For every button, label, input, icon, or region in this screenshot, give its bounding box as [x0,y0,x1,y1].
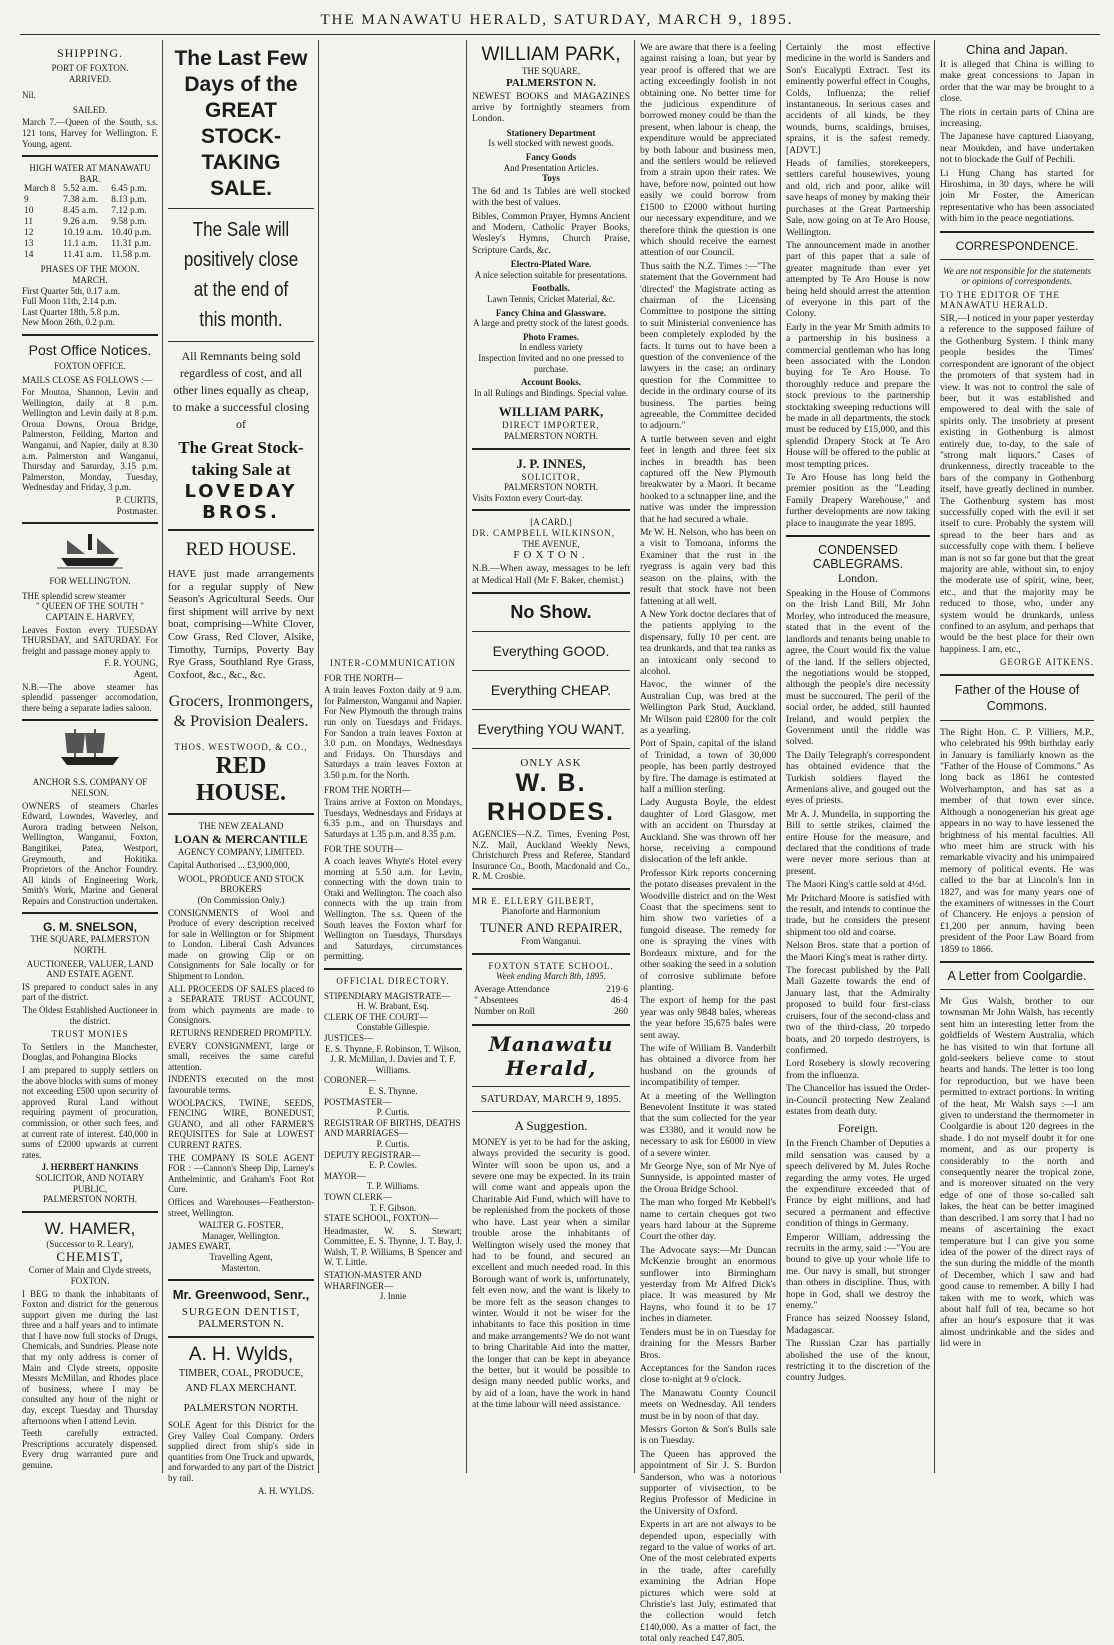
column-rule [466,40,467,1473]
innes-role: SOLICITOR, [521,471,581,482]
innes-text: Visits Foxton every Court-day. [472,492,583,503]
loveday-bros: LOVEDAY BROS. [184,481,298,523]
snelson-role: AUCTIONEER, VALUER, LAND AND ESTATE AGENT. [26,958,154,980]
hamer-heading: W. HAMER, [44,1218,136,1238]
news-paragraph: Lady Augusta Boyle, the eldest daughter of Lord Glasgow, met with an accident on Thursday at Auckland. She was thrown off her horse, receiving a compound dislocation of the left ankle. [640,797,776,866]
herald-title: Manawatu Herald, [488,1031,614,1080]
park-heading: WILLIAM PARK, [481,44,621,65]
steamer-text: Leaves Foxton every TUESDAY THURSDAY, and SATURDAY. For freight and passage money apply to [22,624,158,656]
news-paragraph: The Queen has approved the appointment of Sir J. S. Burdon Sanderson, who was a notorious supporter of vivisection, to be Regius Professor of Medicine in the University of Oxford. [640,1448,776,1517]
news-paragraph: Experts in art are not always to be depended upon, especially with regard to the value of works of art. One of the most celebrated experts in the trade, after carefully examining the Adrian Hope pictures which were sold at Christie's last July, estimated that the collection would fetch £140,000. As a matter of fact, the total only reached £47,805. [640,1519,776,1645]
surgeon-place: PALMERSTON N. [198,1318,284,1331]
news-paragraph: Professor Kirk reports concerning the potato diseases prevalent in the Woodville district and on the West Coast that the specimens sent to him show two varieties of a fungoid disease. The remedy for one is spraying the vines with Bordeaux mixture, and for the other soaking the seed in a solution of corrosive sublimate before planting. [640,867,776,993]
column-rule [634,40,635,1473]
news-paragraph: Acceptances for the Sandon races close to-night at 9 o'clock. [640,1362,776,1386]
westwood-name: THOS. WESTWOOD, & CO., [174,742,308,753]
everything-cheap: Everything CHEAP. [490,681,612,698]
card-label: [A CARD.] [530,517,572,528]
news-paragraph: We are aware that there is a feeling against raising a loan, but year by year proof is offered that we are acting exceedingly foolish in not obtaining one. No better time for the judicious expenditure of borrowed money could be than the present, when labour is cheap, the expenditure would be appreciated by both labour and business men, and the settlers would be relieved from a strain upon their rates. We have, before now, pointed out how easily we could borrow from £1500 to £2000 without hurting our necessary expenditure, and we therefore think the question is one which should receive the earnest attention of our Council. [640,42,776,259]
anchor-text: OWNERS of steamers Charles Edward, Lowndes, Waverley, and Aurora trading between Nelson, Wellington, Wanganui, Foxton, Bangitikei, Patea, Westport, Greymouth, and Hokitika. Proprietors of the Anchor Foundry. All kinds of Engineering Work, Smith's Work, Marine and General Repairs and Construction undertaken. [22,800,158,906]
news-paragraph: Heads of families, storekeepers, settlers careful housewives, young and old, rich and poor, alike will save heaps of money by making their purchases at the Great Partnership Sale, now going on at Te Aro House, Wellington. [786,158,930,238]
wilkinson-name: DR. CAMPBELL WILKINSON, [472,527,616,538]
directory-holder: T. F. Gibson. [369,1202,417,1213]
table-row: Average Attendance 219·6 [474,984,628,995]
snelson-address: THE SQUARE, PALMERSTON NORTH. [30,934,150,956]
foxton-office: FOXTON OFFICE. [54,360,126,371]
directory-holder: P. Curtis. [376,1138,410,1149]
news-paragraph: The Chancellor has issued the Order-in-Council protecting New Zealand estates from death duty. [786,1083,930,1117]
sale-heading: The Last Few Days of the GREAT STOCK-TAKING SALE. [174,47,308,200]
everything-good: Everything GOOD. [492,642,610,659]
wellington-heading: FOR WELLINGTON. [49,576,131,587]
news-paragraph: The man who forged Mr Kebbell's name to certain cheques got two years hard labour at the Supreme Court the other day. [640,1197,776,1243]
anchor-heading: ANCHOR S.S. COMPANY OF NELSON. [32,777,148,798]
steamer-name: " QUEEN OF THE SOUTH " [36,601,144,612]
steamer-intro: THE splendid screw steamer [22,590,126,601]
news-paragraph: Mr George Nye, son of Mr Nye of Sunnyside, is appointed master of the Oroua Bridge School. [640,1161,776,1195]
directory-role: JUSTICES— [324,1033,374,1043]
table-row: 9 7.38 a.m. 8.13 p.m. [24,195,147,206]
sailing-ship-icon [55,727,125,773]
column-advertisements [168,40,314,1496]
postmaster-name: P. CURTIS, [115,495,158,506]
directory-holder: E. S. Thynne. [368,1085,418,1096]
south-text: A coach leaves Whyte's Hotel every morning at 5.50 a.m. for Levin, connecting with the down train to Otaki and Wellington. The coach also connects with the up train from Wellington. The s.s. Queen of the South leaves the Foxton wharf for Wellington on Tuesdays, Thursdays and Saturdays, circumstances permitting. [324,856,462,962]
agencies-text: AGENCIES—N.Z. Times, Evening Post, N.Z. Mail, Auckland Weekly News, Christchurch Press and Referee, Standard Insurance Co., Booth, Macdonald and Co., R. M. Crosbie. [472,828,630,882]
gilbert-name: MR E. ELLERY GILBERT, [472,895,595,906]
steamer-icon [55,530,125,572]
directory-role: CORONER— [324,1075,377,1086]
moon-line: New Moon 26th, 0.2 p.m. [22,317,115,328]
column-cablegrams [786,40,930,1475]
school-heading: FOXTON STATE SCHOOL. [488,960,614,971]
hankins-place: PALMERSTON NORTH. [43,1194,137,1205]
directory-role: MAYOR— [324,1170,366,1181]
shipping-heading: SHIPPING. [56,46,123,60]
footballs-text: Lawn Tennis, Cricket Material, &c. [487,294,615,304]
table-row: 11 9.26 a.m. 9.58 p.m. [24,217,147,228]
directory-holder: H. W. Brabant, Esq. [357,1001,429,1012]
hamer-footer: Teeth carefully extracted. Prescriptions accurately dispensed. Every drug warranted pure and genuine. [22,1428,158,1470]
news-paragraph: Messrs Gorton & Son's Bulls sale is on Tuesday. [640,1423,776,1447]
stationery-heading: Stationery Department [506,127,596,138]
news-paragraph: The announcement made in another part of this paper that a sale of greater magnitude than ever yet attempted by Te Aro House is now being held should arrest the attention of everyone in this part of the Colony. [786,239,930,320]
offices-text: Offices and Warehouses—Featherston-street, Wellington. [168,1196,314,1218]
directory-holder: P. Curtis. [376,1107,410,1118]
news-paragraph: Certainly the most effective medicine in the world is Sanders and Son's Eucalypti Extract. Test its eminently powerful effect in Coughs, Colds, Influenza; the relief instantaneous. In serious cases and accidents of all kinds, be they wounds, burns, scaldings, bruises, sprains, it is the safest remedy. [ADVT.] [786,42,930,156]
moon-month: MARCH. [72,274,108,285]
column-directory [324,46,462,1475]
school-week: Week ending March 8th, 1895. [496,971,606,982]
news-paragraph: The export of hemp for the past year was only 9848 bales, whereas the year before 35,675 bales were sent away. [640,995,776,1041]
china-japan-heading: China and Japan. [966,42,1068,57]
loan-head: THE NEW ZEALAND [198,820,284,831]
moon-line: Last Quarter 18th, 5.8 p.m. [22,306,120,317]
moon-heading: PHASES OF THE MOON. [40,264,140,275]
loan-text: CONSIGNMENTS of Wool and Produce of every description received for sale in Wellington or for Shipment to London. Liberal Cash Advances made on growing Clip or on Consignments for Sale locally or for Shipment to London. [168,907,314,982]
north-label: FOR THE NORTH— [324,672,403,683]
grocers-heading: Grocers, Ironmongers, & Provision Dealers. [168,693,314,731]
news-paragraph: Lord Rosebery is slowly recovering from the influenza. [786,1058,930,1081]
agent-name: F. R. YOUNG, [104,658,158,669]
mails-heading: MAILS CLOSE AS FOLLOWS :— [22,374,153,385]
cablegrams-heading: CONDENSED CABLEGRAMS. [812,543,904,572]
woolpacks-text: WOOLPACKS, TWINE, SEEDS, FENCING WIRE, BONEDUST, GUANO, and all other FARMER'S REQUISITES for Sale at LOWEST CURRENT RATES. [168,1097,314,1150]
arrived-label: ARRIVED. [68,73,112,84]
foster-name: WALTER G. FOSTER, [198,1220,284,1231]
table-row: 14 11.41 a.m. 11.58 p.m. [24,250,152,261]
news-paragraph: The Maori King's cattle sold at 4½d. [786,879,927,891]
foster-role: Manager, Wellington. [202,1230,280,1241]
father-text: The Right Hon. C. P. Villiers, M.P., who celebrated his 99th birthday early in January is familiarly known as the "Father of the House of Commons." As long back as 1861 he contested Wolverhampton, and has sat as a member of that town ever since. Although a nonogenerian his great age appears in no way to have lessened the brightness of his mental faculties. All who meet him are struck with his remarkable vivacity and his unimpaired memory of political events. He was called to the bar at Lincoln's Inn in 1827, and was for many years one of the examiners of witnesses in the Court of Chancery. He enjoys a pension of £1,200 per annum, having been president of the Poor Law Board from 1859 to 1866. [940,726,1094,955]
every-text: EVERY CONSIGNMENT, large or small, receives the same careful attention. [168,1040,314,1072]
park-sub: THE SQUARE, [522,66,580,76]
wylds-text: SOLE Agent for this District for the Grey Valley Coal Company. Orders supplied direct from ship's side in quantities from One Truck and upwards, and forwarded to any part of the District by rail. [168,1420,314,1484]
correspondence-heading: CORRESPONDENCE. [955,238,1079,253]
directory-role: CLERK OF THE COURT— [324,1011,429,1022]
father-heading: Father of the House of Commons. [954,682,1080,713]
hamer-role: CHEMIST, [56,1249,124,1265]
coolgardie-text: Mr Gus Walsh, brother to our townsman Mr John Walsh, has recently sent him an interesting letter from the goldfields of Western Australia, which he has visited to win that fortune all gold-seekers believe come to stout hearts and hands. The letter is too long for reproduction, but we have been permitted to extract portions. In writing of the heat, Mr Walsh says :—I am given to understand the thermometer in Coolgardie is about 120 degrees in the shade. I do not myself doubt it for one moment, and as our property is considerably to the north and consequently nearer the tropical zone, and is moreover situated on the very edge of one of those so-called salt lakes, the heat can be better imagined than described. I am sorry that I had no means of ascertaining the exact temperature but I can give you some idea of the power of the direct rays of the sun during the middle of the month of December, which I saw and had good cause to remember. A billy I had taken with me to work, which was about half full of tea, became so hot after an hour's exposure that it was almost undrinkable and the sides and lid were in [940,995,1094,1350]
innes-place: PALMERSTON NORTH. [504,482,598,493]
news-paragraph: Havoc, the winner of the Australian Cup, was bred at the Wellington Park Stud, Auckland. Mr Wilson paid £2800 for the colt as a yearling. [640,679,776,736]
coolgardie-heading: A Letter from Coolgardie. [947,968,1087,983]
capital-line: Capital Authorised ... £3,900,000, [168,860,290,871]
toys-heading: Toys [542,173,560,184]
everything-want: Everything YOU WANT. [477,720,625,737]
mails-text: For Moutoa, Shannon, Levin and Wellington, daily at 8 p.m. Wellington and Levin daily at 8 p.m. Oroua Downs, Oroua Bridge, Palmerston, Feilding, Marton and Wanganui, and Napier, daily at 8.30 a.m. Palmerston and Wanganui, Thursday and Saturday, 3.15 p.m. Palmerston, Monday, Tuesday, Wednesday and Friday, 3 p.m. [22,387,158,493]
news-paragraph: France has seized Noossey Island, Madagascar. [786,1313,930,1336]
electro-text: A nice selection suitable for presentations. [474,269,628,280]
south-label: FOR THE SOUTH— [324,843,403,854]
news-paragraph: In the French Chamber of Deputies a mild sensation was caused by a speech delivered by M. Jules Roche regarding the army votes. He urged the expenditure exceeded that of France by eight millions, and had secured a permanent and effective condition of things in Germany. [786,1138,930,1230]
agent-title: Agent, [133,668,158,679]
no-show-heading: No Show. [510,601,592,622]
ewart-place: Masterton. [221,1262,261,1273]
sale-big: The Great Stock-taking Sale at [178,438,304,479]
table-row: " Absentees 46·4 [474,995,628,1006]
ewart-name: JAMES EWART, [168,1241,231,1252]
news-paragraph: Emperor William, addressing the recruits in the army, said :—"You are bound to give up your whole life to me. Our navy is small, but stronger than others in discipline. Thus, with hope in God, shall we destroy the enemy." [786,1231,930,1312]
fancy-heading: Fancy Goods [525,152,577,162]
wylds-signature: A. H. WYLDS. [257,1485,314,1496]
surgeon-title: SURGEON DENTIST, [181,1306,301,1319]
wilkinson-place: FOXTON. [513,549,589,562]
red-house-heading: RED HOUSE. [185,539,297,560]
bibles-text: Bibles, Common Prayer, Hymns Ancient and Modern, Catholic Prayer Books, Wesley's Hymns, Church Praise, Scripture Cards, &c. [472,210,630,256]
tide-table [22,184,158,261]
trust-text: To Settlers in the Manchester, Douglas, and Pohangina Blocks [22,1041,158,1063]
park-text: NEWEST BOOKS and MAGAZINES arrive by fortnightly steamers from London. [472,90,630,125]
directory-holder: E. P. Cowles. [369,1160,417,1171]
sailed-text: March 7.—Queen of the South, s.s. 121 tons, Harvey for Wellington. F. Young, agent. [22,117,158,149]
column-rule [318,40,319,1473]
hamer-text: I BEG to thank the inhabitants of Foxton and district for the generous support given me during the last three and a half years and to intimate that I have now full stocks of Drugs, Chemicals, and Sundries. Please note that my only address is corner of Main and Clyde streets, opposite Messrs McMillan, and Rhodes place of business, where I may be consulted any hour of the night or day, except Tuesday and Thursday afternoons when I attend Levin. [22,1288,158,1426]
news-paragraph: The Russian Czar has partially abolished the use of the knout, restricting it to the discretion of the country Judges. [786,1338,930,1384]
directory-role: TOWN CLERK— [324,1191,392,1202]
column-shipping [22,40,158,1475]
directory-holder: Headmaster, W. S. Stewart; Committee, E. S. Thynne, J. T. Bay, J. Walsh, T. P. Williams, B Spencer and W. T. Little. [324,1225,462,1268]
news-paragraph: A turtle between seven and eight feet in length and three feet six inches in breadth has been captured off the New Plymouth breakwater by a Maori. It became hooked to a schnapper line, and the native was under the impression that he had secured a whale. [640,433,776,525]
table-row: 13 11.1 a.m. 11.31 p.m. [24,239,152,250]
news-paragraph: The Daily Telegraph's correspondent has obtained evidence that the Turkish soldiers flayed the Armenians alive, and gouged out the eyes of priests. [786,749,930,807]
account-heading: Account Books. [520,377,581,388]
red-house-text: HAVE just made arrangements for a regular supply of New Season's Agricultural Seeds. Our first shipment will arrive by next boat, comprising—White Clover, Cow Grass, Red Clover, Alsike, Timothy, Turnips, Poverty Bay Rye Grass, Southland Rye Grass, Coxfoot, &c., &c., &c. [168,569,314,681]
footballs-heading: Footballs. [532,283,570,294]
high-water-heading: HIGH WATER AT MANAWATU BAR. [29,163,151,184]
news-paragraph: Early in the year Mr Smith admits to a partnership in his business a commercial gentleman who has long been associated with the London buying for Te Aro House. To thoroughly reduce and prepare the stock previous to the partnership stocktaking sweeping reductions will be made in all departments, the stock must be reduced by £15,000, and this splendid Drapery Stock at Te Aro House will be offered to the public at most tempting prices. [786,321,930,470]
news-paragraph: Speaking in the House of Commons on the Irish Land Bill, Mr John Morley, who introduced the measure, stated that in the event of the landlords and tenants being unable to agree, the Court would fix the value of the land. If the sellers objected, the negotiations would be stopped, although the people's dire necessity must be succoured. The peril of the social order, he added, still haunted Ireland, and would perplex the Government until the riddle was solved. [786,588,930,748]
account-text: In all Rulings and Bindings. Special value. [474,387,628,398]
from-north-text: Trains arrive at Foxton on Mondays, Tuesdays, Wednesdays and Fridays at 6.35 p.m., and on Thursdays and Saturdays at 1.35 p.m. and 8.35 p.m. [324,797,462,839]
foreign-heading: Foreign. [837,1121,879,1136]
directory-holder: J. Innie [379,1291,407,1302]
snelson-oldest: The Oldest Established Auctioneer in the district. [22,1005,158,1026]
hamer-sub: (Successor to R. Leary), [46,1238,134,1249]
sale-close: The Sale will positively close at the end of this month. [183,219,299,331]
column-rule [162,40,163,1473]
table-row: 10 8.45 a.m. 7.12 p.m. [24,206,147,217]
news-paragraph: It is alleged that China is willing to make great concessions to Japan in order that the war may be brought to a close. [940,59,1094,105]
returns-text: RETURNS RENDERED PROMPTLY. [170,1028,312,1039]
snelson-heading: G. M. SNELSON, [42,920,137,935]
north-text: A train leaves Foxton daily at 9 a.m. for Palmerston, Wanganui and Napier. For New Plymouth the through trains run only on Tuesdays and Fridays. For Sandon a train leaves Foxton at 3.0 p.m. on Mondays, Wednesdays and Fridays. On Thursdays and Saturdays a train leaves Foxton at 3.50 p.m. for the North. [324,685,462,780]
news-paragraph: The Japanese have captured Liaoyang, near Moukden, and have undertaken not to blockade the Gulf of Pechili. [940,131,1094,166]
tuner-heading: TUNER AND REPAIRER, [479,920,623,936]
hankins-role: SOLICITOR, AND NOTARY PUBLIC, [35,1172,145,1194]
news-paragraph: Li Hung Chang has started for Hiroshima, in 30 days, where he will join Mr Foster, the American representative who has been associated with him in the peace negotiations. [940,167,1094,225]
directory-role: REGISTRAR OF BIRTHS, DEATHS AND MARRIAGES— [324,1117,461,1139]
wilkinson-text: N.B.—When away, messages to be left at Medical Hall (Mr F. Baker, chemist.) [472,563,630,586]
wylds-role: TIMBER, COAL, PRODUCE, AND FLAX MERCHANT. [178,1368,304,1395]
greenwood-name: Mr. Greenwood, Senr., [172,1287,310,1303]
moon-line: First Quarter 5th, 0.17 a.m. [22,285,120,296]
london-heading: London. [837,571,879,586]
directory-role: DEPUTY REGISTRAR— [324,1149,421,1160]
ewart-role: Travelling Agent, [209,1251,273,1262]
sale-text: All Remnants being sold regardless of cost, and all other lines equally as cheap, to make a successful closing of [172,349,310,431]
column-local-news [640,40,776,1645]
electro-heading: Electro-Plated Ware. [510,259,592,270]
fancy-text: And Presentation Articles. [503,162,599,173]
news-paragraph: The forecast published by the Pall Mall Gazette towards the end of January last, that the Admiralty proposed to build four first-class cruisers, four of the second-class and two of the third-class, 20 torpedo boats, and 20 torpedo destroyers, is confirmed. [786,965,930,1056]
column-rule [780,40,781,1473]
proceeds-text: ALL PROCEEDS OF SALES placed to a SEPARATE TRUST ACCOUNT, from which payments are made to Consignors. [168,983,314,1026]
news-paragraph: The wife of William B. Vanderbilt has obtained a divorce from her husband on the grounds of incompatibility of temper. [640,1042,776,1089]
table-row: 12 10.19 a.m. 10.40 p.m. [24,228,152,239]
wylds-place: PALMERSTON NORTH. [183,1402,299,1415]
news-paragraph: Thus saith the N.Z. Times :—"The statement that the Government had 'directed' the Magistrate acting as chairman of the Licensing Committee to postpone the sitting to suit Ministerial convenience has been completely exploded by the facts. It turns out to have been a question of the convenience of the lawyers in the case; an ordinary question for the Committee to decide in the ordinary course of its business. The parties being agreeable, the Committee decided to adjourn." [640,260,776,432]
inspection-text: Inspection Invited and no one pressed to purchase. [478,352,624,374]
news-paragraph: A New York doctor declares that of the patients applying to the dispensary, fully 10 per cent. are tea drunkards, and that tea ranks as an intoxicant only second to alcohol. [640,608,776,677]
letter-signature: GEORGE AITKENS. [1000,657,1094,668]
from-north-label: FROM THE NORTH— [324,784,411,795]
directory-heading: OFFICIAL DIRECTORY. [336,976,450,987]
suggestion-text: MONEY is yet to be had for the asking, always provided the security is good. Winter will soon be upon us, and a severe one may be expected. In its train will come want and appeals upon the Charitable Aid Fund, which will have to be replenished from the pockets of those who have. Last year when a similar trouble arose the inhabitants of Wellington wisely used the money that had to be found, and secured an excellent and much needed road. In this Borough want of work is, unfortunately, felt even now, and the want is likely to be more felt as the season changes to winter. Would it not be wiser for the inhabitants to face this position in time and make arrangements? We do not want to bring Charitable Aid into the matter, the longer that can be kept in abeyance the better, but it would be possible to design many needed public works, and by aid of a loan, have the work in hand at the time labour will need assistance. [472,1136,630,1411]
suggestion-heading: A Suggestion. [514,1117,588,1133]
captain-name: CAPTAIN E. HARVEY, [45,612,135,622]
directory-holder: T. P. Williams. [366,1181,420,1192]
directory-holder: E. S. Thynne, F. Robinson, T. Wilson, J. R. McMillan, J. Davies and T. F. Williams. [324,1043,461,1075]
arrived-nil: Nil. [22,90,36,101]
red-house-footer: RED HOUSE. [195,752,287,806]
hankins-name: J. HERBERT HANKINS [41,1162,139,1173]
hamer-address: Corner of Main and Clyde streets, [28,1265,152,1276]
gilbert-role: Pianoforte and Harmonium [501,906,601,917]
photo-text: In endless variety [519,342,583,353]
wylds-name: A. H. Wylds, [188,1344,294,1366]
letter-text: SIR,—I noticed in your paper yesterday a reference to the supposed failure of the Gothenburg System. I think many people besides the Times' correspondent are ignorant of the object the promoters of that system had in view. It was not to control the sale of beer, but it was established and empowered to deal with the sale of spirits only. The insobriety at present existing in Gothenburg is almost entirely due, to-day, to the sale of "strong malt liquors." Cases of drunkenness, directly traceable to the bars of the company in Gothenburg itself, have greatly declined in number. The Gothenburg system has most successfully coped with the evil it set itself to cure. Probably the system will spread to the beer bars and as successfully cope with them. I believe man is not so far gone but that the great majority are able, without sin, to enjoy the moderate use of spirit, wine, beer, etc., and that the majority may be reduced to those, who, under any system would be drunkards, unless confined to an asylum, and perhaps that would be the best place for their own happiness. I am, etc., [940,313,1094,655]
park-place: PALMERSTON N. [505,76,597,89]
photo-heading: Photo Frames. [523,331,579,342]
agent-for-text: THE COMPANY IS SOLE AGENT FOR : —Cannon's Sheep Dip, Larney's Anthelmintic, and Graham's Foot Rot Cure. [168,1152,314,1195]
news-paragraph: Mr W. H. Nelson, who has been on a visit to Tomoana, informs the Examiner that the rust in the ryegrass is again very bad this season on the plains, with the result that stock have not been fattening at all well. [640,527,776,607]
tuner-from: From Wanganui. [520,936,582,947]
directory-role: STIPENDIARY MAGISTRATE— [324,990,451,1001]
news-paragraph: Nelson Bros. state that a portion of the Maori King's meat is rather dirty. [786,940,930,963]
indents-text: INDENTS executed on the most favourable terms. [168,1074,314,1095]
wilkinson-address: THE AVENUE, [522,538,580,549]
wool-sub: (On Commission Only.) [197,894,285,905]
news-paragraph: At a meeting of the Wellington Benevolent Institute it was stated that the sum collected for the year was £3380, and it would now be necessary to ask for £6000 in view of a severe winter. [640,1090,776,1159]
directory-role: STATION-MASTER AND WHARFINGER— [324,1270,422,1291]
herald-date: SATURDAY, MARCH 9, 1895. [480,1092,622,1105]
steamer-note: N.B.—The above steamer has splendid passenger accomodation, there being a separate ladies saloon. [22,681,158,713]
park-footer-sub: DIRECT IMPORTER, [502,420,600,431]
trust-heading: TRUST MONIES [51,1029,129,1040]
park-footer-place: PALMERSTON NORTH. [504,430,598,441]
news-paragraph: Mr Pritchard Moore is satisfied with the result, and intends to continue the trade, but he considers the present shipment too old and coarse. [786,892,930,938]
column-rule [934,40,935,1473]
moon-line: Full Moon 11th, 2.14 p.m. [22,296,117,307]
sailed-label: SAILED. [72,104,108,115]
directory-role: STATE SCHOOL, FOXTON— [324,1213,439,1224]
column-park [472,40,630,1475]
correspondence-note: We are not responsible for the statements or opinions of correspondents. [943,265,1091,287]
masthead-rule [20,34,1100,35]
attendance-table [472,985,630,1018]
news-paragraph: The Manawatu County Council meets on Wednesday. All tenders must be in by noon of that day. [640,1387,776,1422]
hamer-place: FOXTON. [70,1275,110,1286]
only-ask: ONLY ASK [520,756,582,769]
news-paragraph: Te Aro House has long held the premier position as the "Leading Family Drapery Warehouse," and further developments are now taking place to inaugurate the year 1895. [786,472,930,529]
directory-role: POSTMASTER— [324,1096,392,1107]
china-heading: Fancy China and Glassware. [495,307,607,318]
trust-body: I am prepared to supply settlers on the above blocks with sums of money not exceeding £500 upon security of approved Rural Land without requiring payment of procuration, commission, or other such fees, and at current rate of interest. £40,000 in sums of £2000 upwards at current rates. [22,1065,158,1160]
toys-text: The 6d and 1s Tables are well stocked with the best of values. [472,185,630,209]
stationery-text: Is well stocked with newest goods. [488,138,614,149]
news-paragraph: Port of Spain, capital of the island of Trinidad, a town of 30,000 people, has been partly destroyed by fire. The damage is estimated at half a million sterling. [640,738,776,795]
masthead: THE MANAWATU HERALD, SATURDAY, MARCH 9, 1895. [320,12,794,28]
wool-heading: WOOL, PRODUCE AND STOCK BROKERS [177,873,305,895]
china-text: A large and pretty stock of the latest goods. [472,318,630,329]
rhodes-name: W. B. RHODES. [487,768,615,826]
correspondence-to: TO THE EDITOR OF THE MANAWATU HERALD. [940,289,1060,311]
news-paragraph: Mr A. J. Mundella, in supporting the Bill to settle strikes, claimed the entire House for the measure, and declared that the conditions of trade were never more serious than at present. [786,808,930,877]
loan-sub: AGENCY COMPANY, LIMITED. [177,846,305,857]
snelson-text: IS prepared to conduct sales in any part of the district. [22,981,158,1003]
news-paragraph: The Advocate says:—Mr Duncan McKenzie brought an enormous sunflower into Birmingham yesterday from Mr Alfred Dick's place. It was measured by Mr Hayns, who found it to be 17 inches in diameter. [640,1244,776,1325]
park-footer-name: WILLIAM PARK, [498,404,604,420]
column-correspondence [940,40,1094,1475]
table-row: Number on Roll 260 [474,1006,628,1017]
news-paragraph: Tenders must be in on Tuesday for draining for the Messrs Barber Bros. [640,1326,776,1361]
inter-heading: INTER-COMMUNICATION [330,658,456,668]
postmaster-title: Postmaster. [116,505,158,516]
innes-name: J. P. INNES, [516,455,586,471]
directory-holder: Constable Gillespie. [356,1022,430,1033]
port-heading: PORT OF FOXTON. [51,63,129,73]
loan-heading: LOAN & MERCANTILE [174,831,308,846]
table-row: March 8 5.52 a.m. 6.45 p.m. [24,184,147,195]
post-office-heading: Post Office Notices. [28,341,152,358]
news-paragraph: The riots in certain parts of China are increasing. [940,106,1094,130]
